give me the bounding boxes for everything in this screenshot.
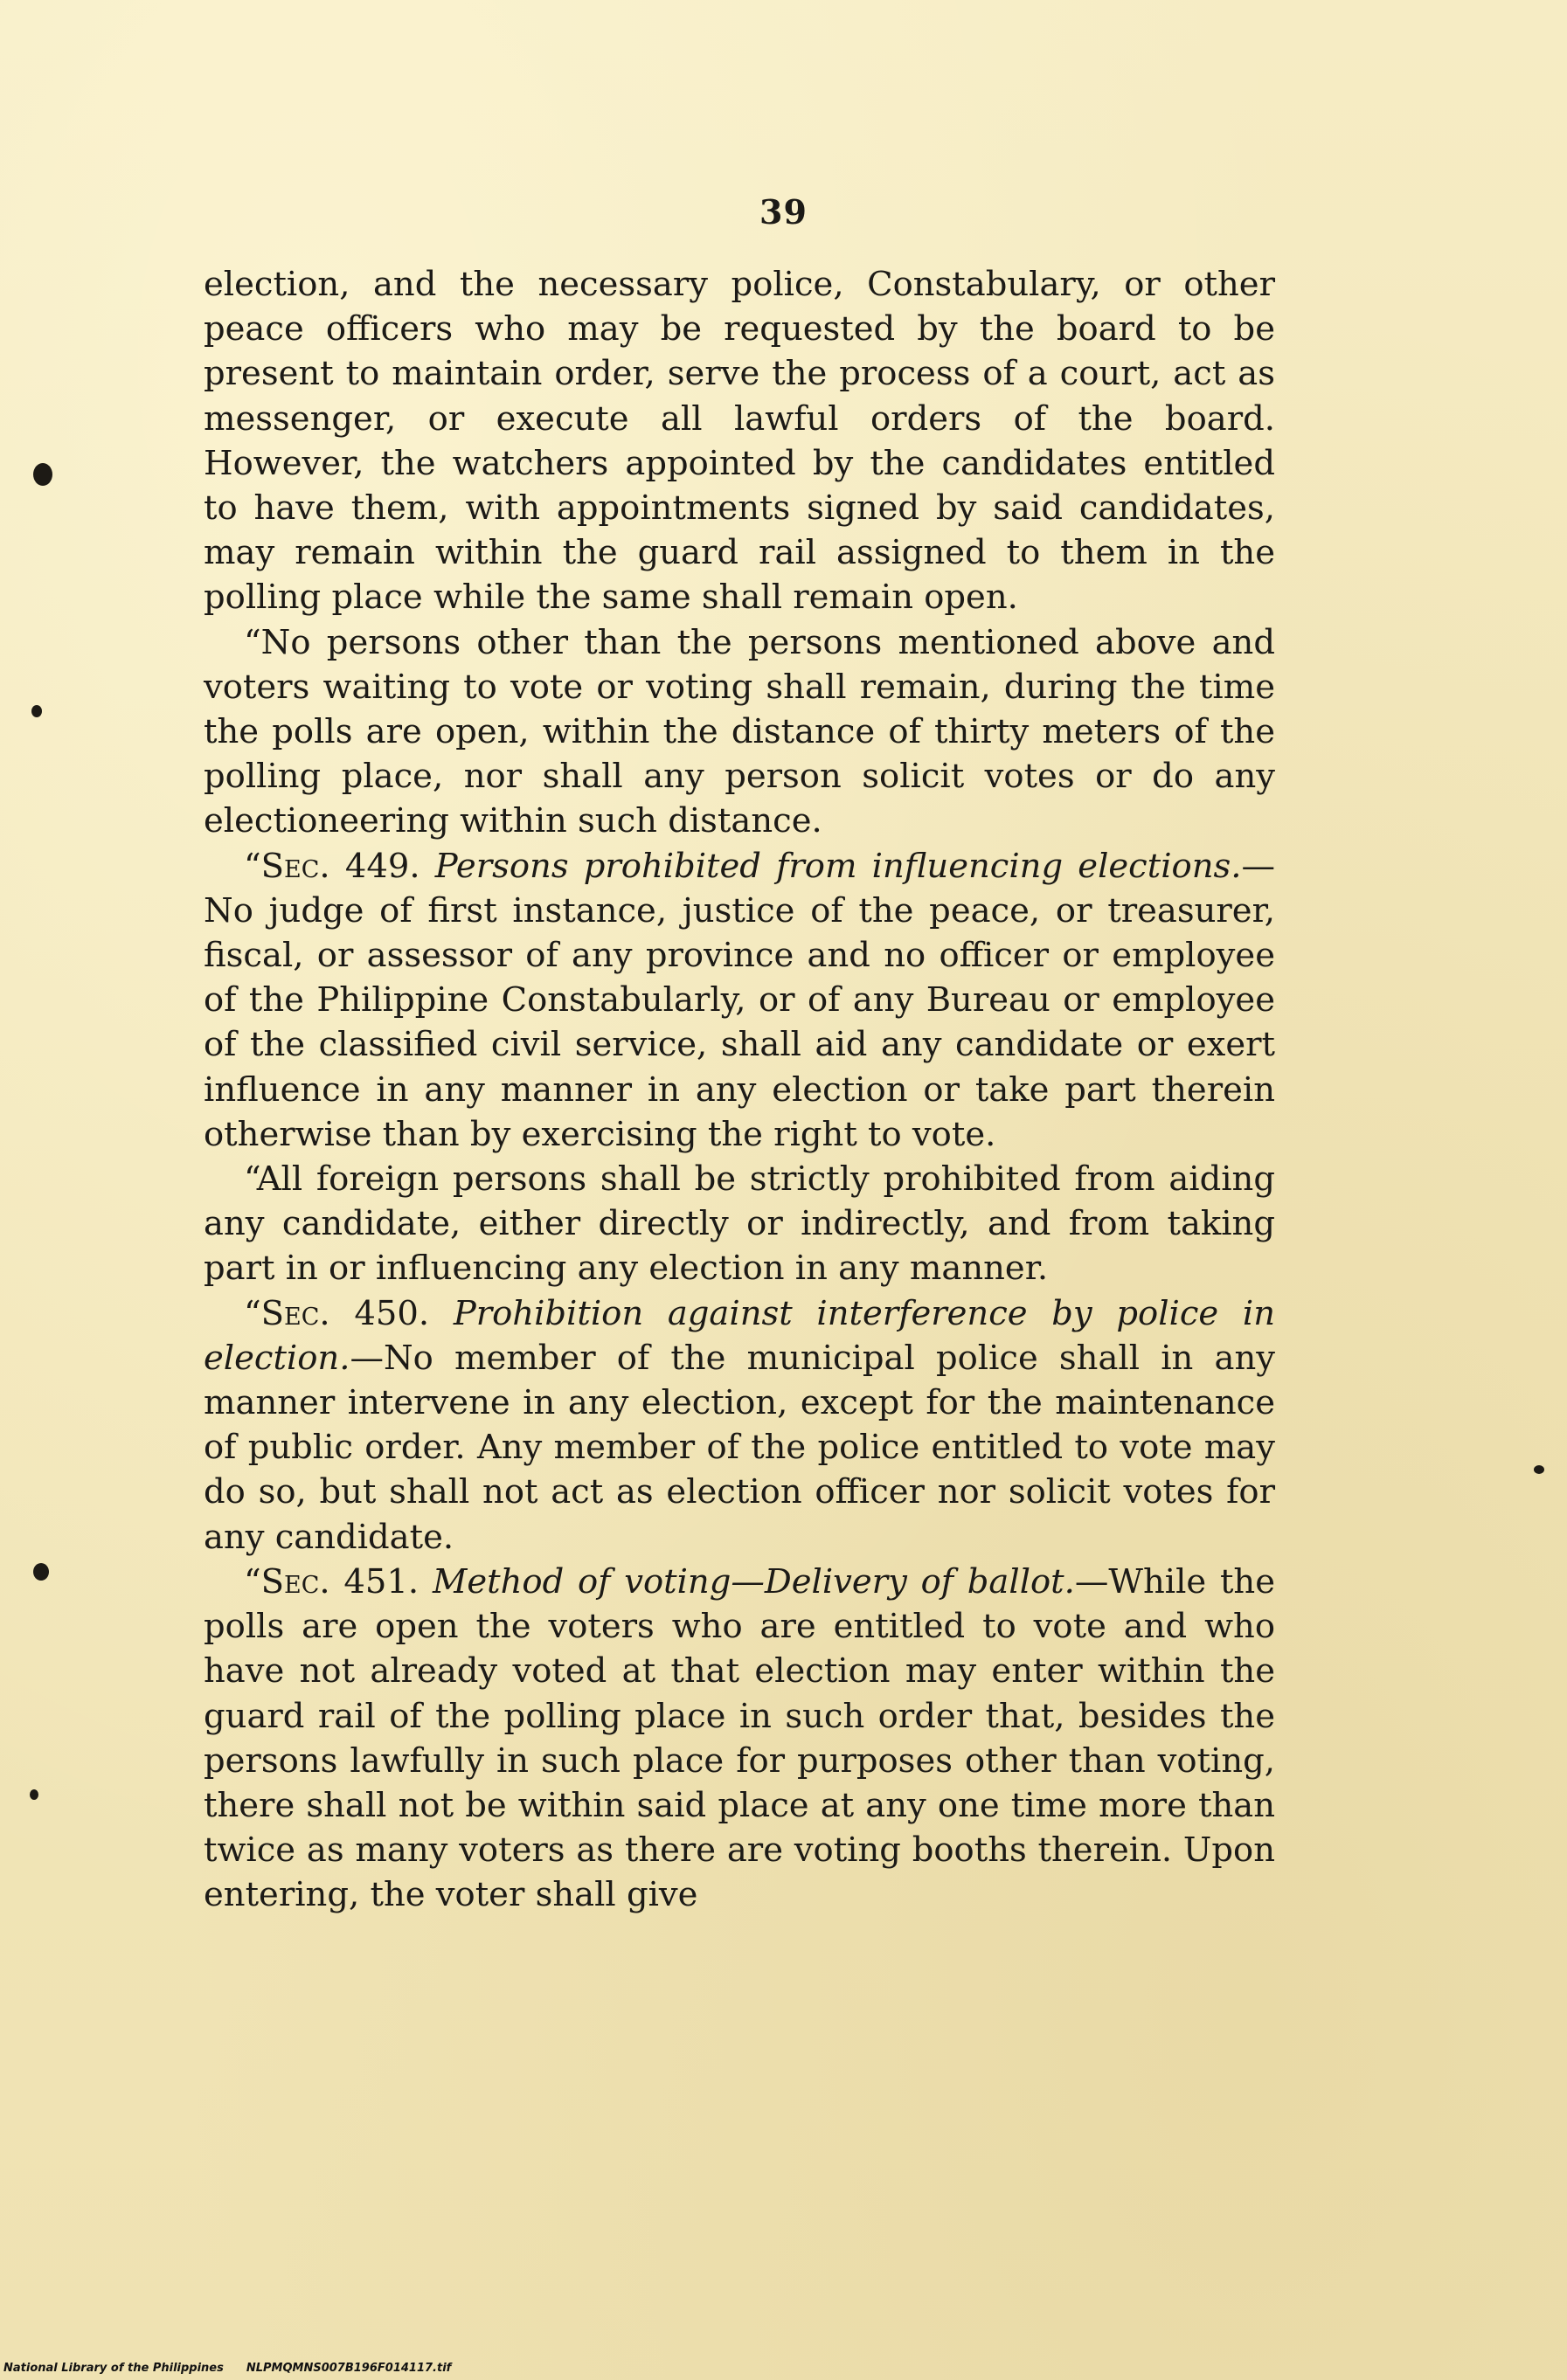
page-number: 39 [759,192,808,232]
paragraph [204,1157,1275,1291]
file-identifier: NLPMQMNS007B196F014117.tif [246,2362,452,2375]
paragraph-text: “No persons other than the persons mentioned above and voters waiting to vote or voting shall remain, during the time the polls are open, within the distance of thirty meters of the polling place, nor shall any person solicit votes or do any electioneering within such distance. [204,622,1275,841]
section-paragraph [204,844,1275,1157]
section-heading: Persons prohibited from influencing elections. [434,846,1242,886]
section-number: “Sec. 449. [244,846,420,886]
paragraph-text: —No member of the municipal police shall in any manner intervene in any election, except for the maintenance of public order. Any member of the police entitled to vote may do so, but shall not act as election officer nor solicit votes for any candidate. [204,1338,1275,1557]
section-number: “Sec. 450. [244,1293,430,1333]
section-paragraph [204,1291,1275,1560]
paragraph-text: “All foreign persons shall be strictly prohibited from aiding any candidate, either directly or indirectly, and from taking part in or influencing any election in any manner. [204,1159,1275,1289]
section-number: “Sec. 451. [244,1561,419,1602]
paragraph-text: election, and the necessary police, Constabulary, or other peace officers who may be requested by the board to be present to maintain order, serve the process of a court, act as messenger, or execute all lawful orders of the board. However, the watchers appointed by the candidates entitled to have them, with appointments signed by said candidates, may remain within the guard rail assigned to them in the polling place while the same shall remain open. [204,265,1275,618]
ink-blot [30,1789,38,1800]
ink-blot [33,463,52,486]
ink-blot [33,1563,49,1581]
section-paragraph [204,1560,1275,1918]
paragraph-text: —While the polls are open the voters who are entitled to vote and who have not already voted at that election may enter within the guard rail of the polling place in such order that, besides the persons lawfully in such place for purposes other than voting, there shall not be within said place at any one time more than twice as many voters as there are voting booths therein. Upon entering, the voter shall give [204,1561,1276,1915]
ink-blot [1534,1465,1544,1474]
ink-blot [31,705,42,717]
scan-footer [3,2362,451,2375]
body-text [204,262,1275,1918]
paragraph [204,620,1275,844]
paragraph [204,262,1275,620]
paragraph-text: —No judge of first instance, justice of the peace, or treasurer, fiscal, or assessor of any province and no officer or employee of the Philippine Constabularly, or of any Bureau or employee of the classified civil service, shall aid any candidate or exert influence in any manner in any election or take part therein otherwise than by exercising the right to vote. [204,846,1275,1154]
library-name: National Library of the Philippines [3,2362,224,2375]
section-heading: Method of voting—Delivery of ballot. [432,1561,1075,1602]
section-heading: Prohibition against interference by police in election. [204,1293,1275,1378]
